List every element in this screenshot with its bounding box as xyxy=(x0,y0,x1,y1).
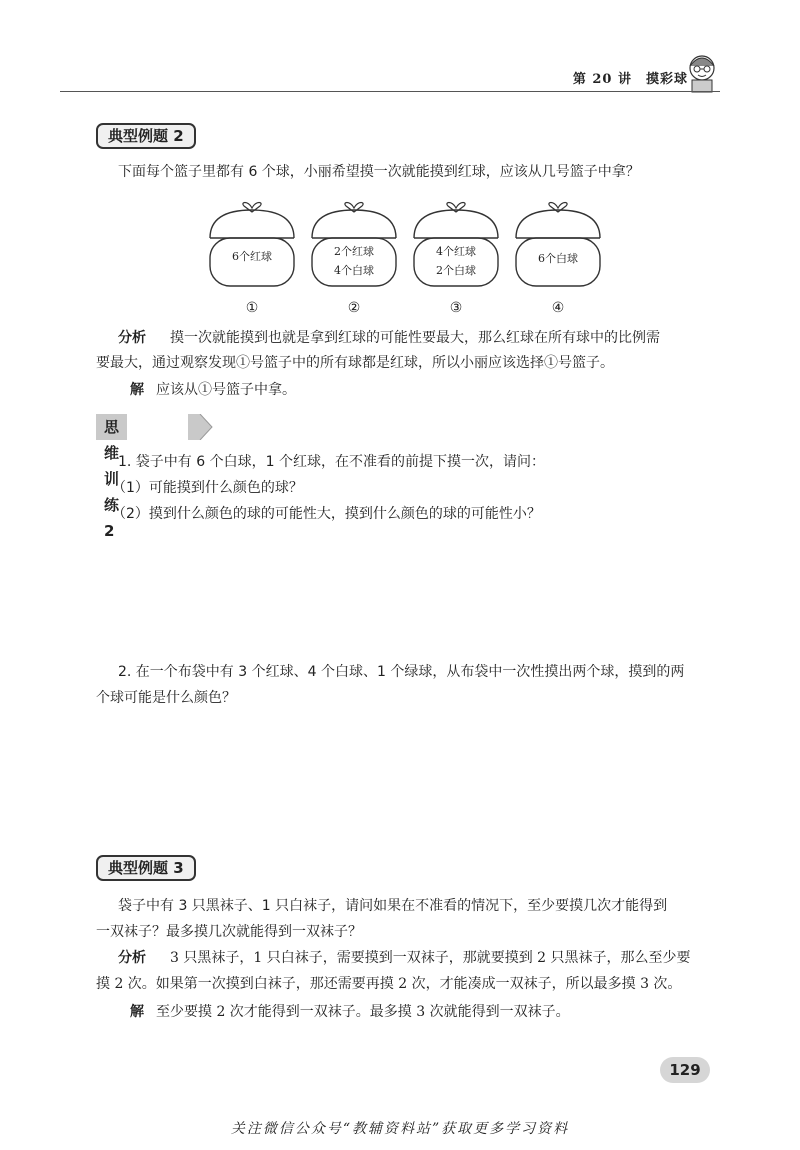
chapter-title: 第 20 讲 摸彩球 xyxy=(572,72,688,87)
basket-3-line-1: 4个红球 xyxy=(436,245,476,258)
training-2-label: 思维训练 2 xyxy=(96,414,127,440)
training-2-question-2-line-1: 2. 在一个布袋中有 3 个红球、4 个白球、1 个绿球，从布袋中一次性摸出两个球，摸到的两 xyxy=(118,664,685,680)
basket-1-line-1: 6个红球 xyxy=(232,250,272,263)
training-2-question-2-line-2: 个球可能是什么颜色？ xyxy=(96,690,236,706)
basket-1 xyxy=(204,196,300,296)
basket-3-line-2: 2个白球 xyxy=(436,264,476,277)
example-2-analysis-label: 分析 xyxy=(118,330,146,346)
example-2-answer: 应该从①号篮子中拿。 xyxy=(156,382,296,398)
example-2-answer-label: 解 xyxy=(130,382,144,398)
training-2-question-1: 1. 袋子中有 6 个白球，1 个红球，在不准看的前提下摸一次，请问： xyxy=(118,454,545,470)
example-3-analysis-line-1: 3 只黑袜子，1 只白袜子，需要摸到一双袜子，那就要摸到 2 只黑袜子，那么至少要 xyxy=(170,950,691,966)
training-2-question-1a: （1）可能摸到什么颜色的球？ xyxy=(112,480,303,496)
basket-2-number: ② xyxy=(347,300,361,316)
example-2-label: 典型例题 2 xyxy=(96,123,196,149)
page-number: 129 xyxy=(660,1057,710,1083)
arrow-tip-icon xyxy=(188,414,214,440)
training-2-question-1b: （2）摸到什么颜色的球的可能性大，摸到什么颜色的球的可能性小？ xyxy=(112,506,541,522)
basket-2-line-1: 2个红球 xyxy=(334,245,374,258)
basket-3-number: ③ xyxy=(449,300,463,316)
example-2-analysis-line-1: 摸一次就能摸到也就是拿到红球的可能性要最大，那么红球在所有球中的比例需 xyxy=(170,330,660,346)
footer-note: 关注微信公众号“教辅资料站”获取更多学习资料 xyxy=(230,1121,570,1137)
example-3-label: 典型例题 3 xyxy=(96,855,196,881)
example-3-answer: 至少要摸 2 次才能得到一双袜子。最多摸 3 次就能得到一双袜子。 xyxy=(156,1004,570,1020)
basket-1-number: ① xyxy=(245,300,259,316)
example-3-answer-label: 解 xyxy=(130,1004,144,1020)
example-3-analysis-line-2: 摸 2 次。如果第一次摸到白袜子，那还需要再摸 2 次，才能凑成一双袜子，所以最多摸 3 次。 xyxy=(96,976,682,992)
basket-4-number: ④ xyxy=(551,300,565,316)
example-2-analysis-line-2: 要最大，通过观察发现①号篮子中的所有球都是红球，所以小丽应该选择①号篮子。 xyxy=(96,355,614,371)
example-3-question-line-2: 一双袜子？最多摸几次就能得到一双袜子？ xyxy=(96,924,362,940)
example-2-question: 下面每个篮子里都有 6 个球，小丽希望摸一次就能摸到红球，应该从几号篮子中拿？ xyxy=(118,164,640,180)
header-divider xyxy=(60,91,720,92)
example-3-analysis-label: 分析 xyxy=(118,950,146,966)
basket-2-line-2: 4个白球 xyxy=(334,264,374,277)
basket-4 xyxy=(510,196,606,296)
example-3-question-line-1: 袋子中有 3 只黑袜子、1 只白袜子，请问如果在不准看的情况下，至少要摸几次才能得到 xyxy=(118,898,668,914)
mascot-icon xyxy=(684,52,720,94)
basket-4-line-1: 6个白球 xyxy=(538,252,578,265)
